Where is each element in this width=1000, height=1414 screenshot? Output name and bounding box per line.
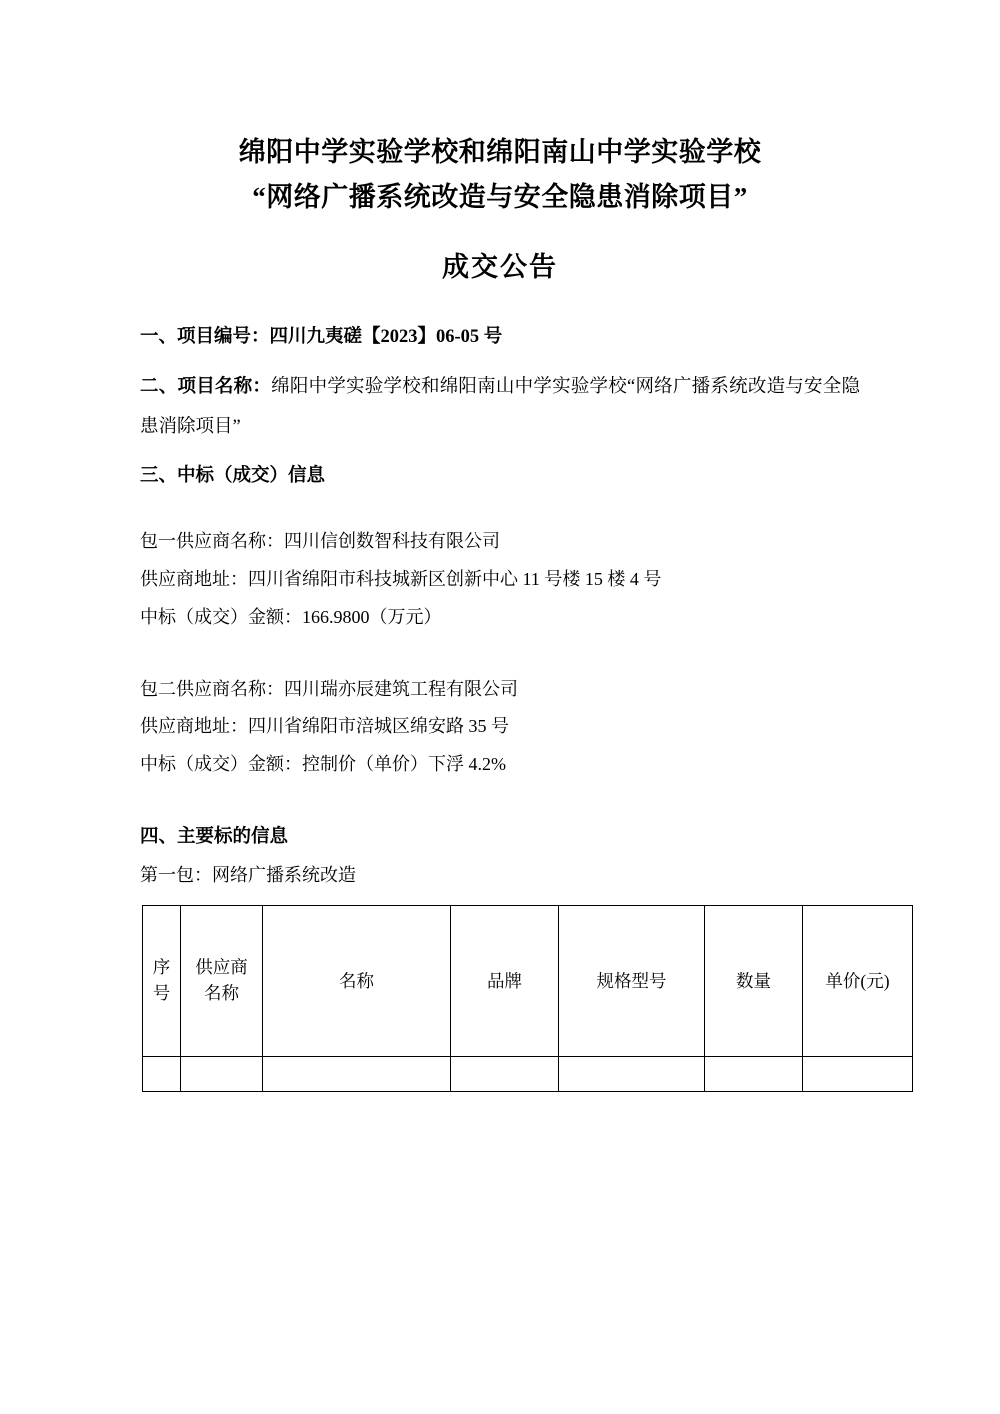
section-project-number-text: 一、项目编号：四川九夷磋【2023】06-05 号 (140, 327, 503, 348)
table-header-index-line1: 序 (152, 957, 171, 978)
table-body (143, 1056, 913, 1091)
table-header-name: 名称 (263, 905, 451, 1056)
package1-supplier-address: 供应商地址：四川省绵阳市科技城新区创新中心 11 号楼 15 楼 4 号 (140, 568, 662, 589)
main-subject-table (142, 905, 913, 1092)
section-award-info-heading (140, 457, 860, 497)
section-project-name-label: 二、项目名称： (140, 376, 272, 397)
package1-supplier-name: 包一供应商名称：四川信创数智科技有限公司 (140, 531, 500, 552)
package2-supplier-address: 供应商地址：四川省绵阳市涪城区绵安路 35 号 (140, 716, 509, 737)
table-cell-supplier (181, 1056, 263, 1091)
table-header-supplier-line2: 名称 (204, 982, 239, 1003)
table-header-brand: 品牌 (451, 905, 559, 1056)
table-header-quantity: 数量 (705, 905, 803, 1056)
section-project-name (140, 368, 860, 448)
package2-amount: 中标（成交）金额：控制价（单价）下浮 4.2% (140, 754, 506, 775)
document-body (140, 318, 890, 1092)
section-project-name-text: 绵阳中学实验学校和绵阳南山中学实验学校“网络广播系统改造与安全隐患消除项目” (140, 376, 860, 437)
package2-supplier-name: 包二供应商名称：四川瑞亦辰建筑工程有限公司 (140, 678, 518, 699)
table-header-spec: 规格型号 (559, 905, 705, 1056)
page-title-line-1: 绵阳中学实验学校和绵阳南山中学实验学校 (238, 137, 762, 167)
section-project-number (140, 318, 860, 358)
table-header-index (143, 905, 181, 1056)
table-cell-spec (559, 1056, 705, 1091)
section-award-info-text: 三、中标（成交）信息 (140, 466, 326, 487)
page-title-line-3: 成交公告 (442, 252, 558, 283)
table-cell-brand (451, 1056, 559, 1091)
table-header-supplier-line1: 供应商 (195, 957, 248, 978)
table-cell-quantity (705, 1056, 803, 1091)
table-row (143, 1056, 913, 1091)
section-main-subject-heading: 四、主要标的信息 (140, 826, 289, 847)
document-title-block (140, 130, 860, 284)
page-title-line-2: “网络广播系统改造与安全隐患消除项目” (252, 181, 748, 212)
table-header-index-line2: 号 (152, 982, 171, 1003)
table-header-supplier (181, 905, 263, 1056)
package1-subject-title: 第一包：网络广播系统改造 (140, 864, 356, 885)
package1-amount: 中标（成交）金额：166.9800（万元） (140, 606, 442, 627)
table-cell-name (263, 1056, 451, 1091)
table-header-unit-price: 单价(元) (803, 905, 913, 1056)
table-cell-index (143, 1056, 181, 1091)
table-header-row (143, 905, 913, 1056)
table-cell-unit-price (803, 1056, 913, 1091)
